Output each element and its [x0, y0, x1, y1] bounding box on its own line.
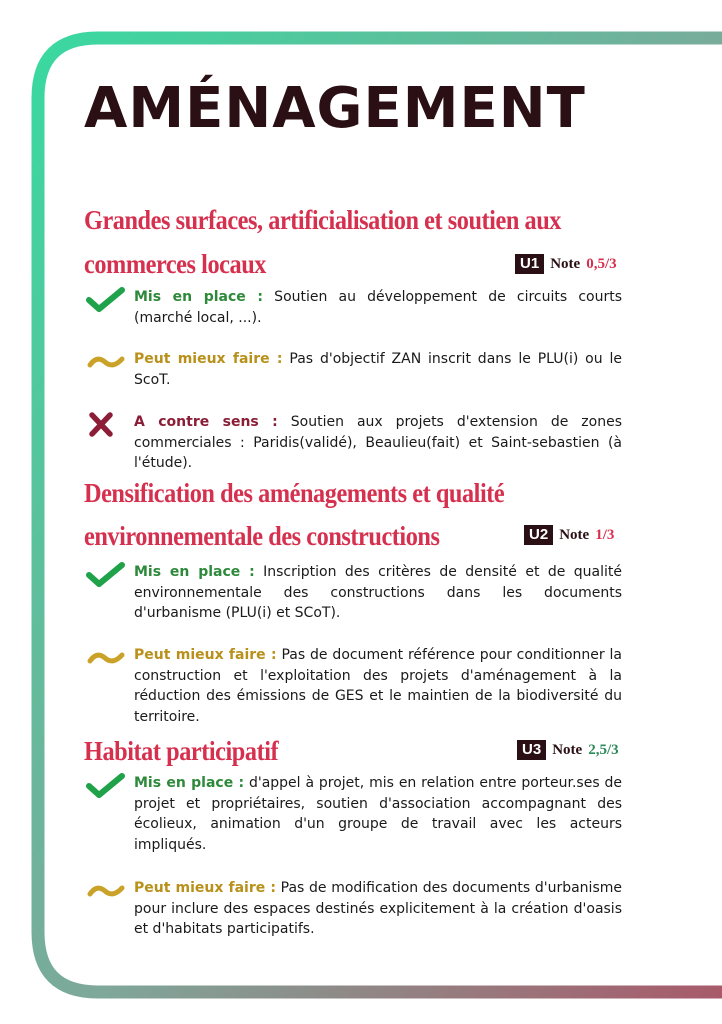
note-label: Note: [559, 526, 590, 543]
item-label: Peut mieux faire :: [134, 351, 283, 367]
score-badge-u2: [524, 525, 614, 545]
badge-code: U3: [517, 740, 546, 760]
list-item: [86, 562, 622, 624]
item-label: Mis en place :: [134, 289, 263, 305]
section-heading-3: Habitat participatif: [84, 736, 279, 766]
badge-code: U2: [524, 525, 553, 545]
item-label: A contre sens :: [134, 414, 278, 430]
list-item: [86, 878, 622, 940]
check-icon: [86, 562, 134, 588]
check-icon: [86, 773, 134, 799]
item-text: Pas d'objectif ZAN inscrit dans le PLU(i) ou le ScoT.: [134, 351, 622, 388]
list-item: [86, 349, 622, 390]
list-item: [86, 773, 622, 855]
item-text: d'appel à projet, mis en relation entre porteur.ses de projet et propriétaires, soutien d'association accompagnant des écolieux, animation d'un groupe de travail avec les acteurs impliqués.: [134, 775, 622, 853]
section-heading-2: Densification des aménagements et qualité: [84, 478, 505, 508]
item-label: Mis en place :: [134, 775, 245, 791]
item-text: Soutien au développement de circuits courts (marché local, ...).: [134, 289, 623, 326]
note-value: 1/3: [595, 526, 615, 543]
note-value: 2,5/3: [588, 741, 619, 758]
section-heading-1: Grandes surfaces, artificialisation et soutien aux: [84, 205, 561, 235]
score-badge-u1: [515, 254, 617, 274]
badge-code: U1: [515, 254, 544, 274]
item-text: Soutien aux projets d'extension de zones commerciales : Paridis(validé), Beaulieu(fait) et Saint-sebastien (à l'étude).: [134, 414, 622, 471]
wave-icon: [86, 878, 134, 904]
item-label: Mis en place :: [134, 564, 255, 580]
item-label: Peut mieux faire :: [134, 880, 276, 896]
score-badge-u3: [517, 740, 619, 760]
check-icon: [86, 287, 134, 313]
section-heading-2-line2: environnementale des constructions: [84, 521, 440, 551]
item-text: Pas de document référence pour conditionner la construction et l'exploitation des projets d'aménagement à la réduction des émissions de GES et le maintien de la biodiversité du territoire.: [134, 647, 622, 725]
list-item: [86, 412, 622, 474]
list-item: [86, 645, 622, 727]
section-heading-1-line2: commerces locaux: [84, 249, 266, 279]
wave-icon: [86, 645, 134, 671]
item-label: Peut mieux faire :: [134, 647, 277, 663]
page-title: AMÉNAGEMENT: [84, 76, 586, 141]
wave-icon: [86, 349, 134, 375]
note-label: Note: [550, 255, 581, 272]
note-label: Note: [552, 741, 583, 758]
list-item: [86, 287, 622, 328]
item-text: Inscription des critères de densité et de qualité environnementale des constructions dans les documents d'urbanisme (PLU(i) et SCoT).: [134, 564, 622, 621]
item-text: Pas de modification des documents d'urbanisme pour inclure des espaces destinés explicitement à la création d'oasis et d'habitats participatifs.: [134, 880, 622, 937]
note-value: 0,5/3: [586, 255, 617, 272]
cross-icon: [86, 412, 134, 438]
